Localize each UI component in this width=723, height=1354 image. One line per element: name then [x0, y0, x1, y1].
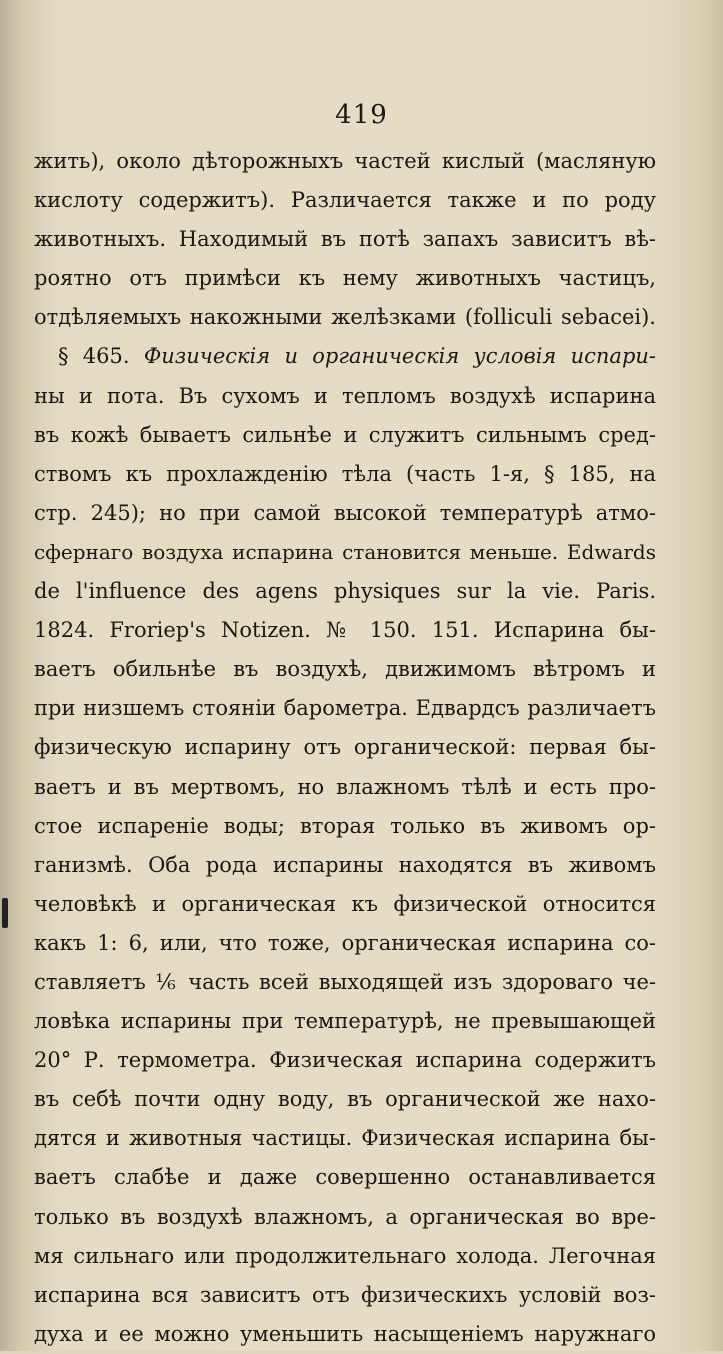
text-line: жить), около дѣторожныхъ частей кислый (масляную	[34, 149, 656, 173]
text-line: ствомъ къ прохлажденію тѣла (часть 1-я, § 185, на	[34, 461, 656, 486]
text-line: физическую испарину отъ органической: первая бы-	[34, 735, 656, 760]
text-line: отдѣляемыхъ накожными желѣзками (folliculi sebacei).	[34, 305, 656, 330]
text-line: только въ воздухѣ влажномъ, а органическая во вре-	[34, 1204, 656, 1229]
text-line: ны и пота. Въ сухомъ и тепломъ воздухѣ испарина	[34, 383, 656, 408]
text-line: ваетъ слабѣе и даже совершенно останавливается	[34, 1165, 656, 1190]
text-line: кислоту содержитъ). Различается также и по роду	[34, 188, 656, 213]
text-line: какъ 1: 6, или, что тоже, органическая испарина со-	[34, 930, 656, 955]
text-line: ганизмѣ. Оба рода испарины находятся въ живомъ	[34, 852, 656, 877]
margin-mark	[2, 898, 8, 928]
text-line: духа и ее можно уменьшить насыщеніемъ наружнаго	[34, 1321, 656, 1346]
text-line: человѣкѣ и органическая къ физической относится	[34, 891, 656, 916]
text-line: 1824. Froriep's Notizen. № 150. 151. Испарина бы-	[34, 618, 656, 643]
text-line: ваетъ и въ мертвомъ, но влажномъ тѣлѣ и есть про-	[34, 774, 656, 799]
page-number: 419	[335, 100, 388, 130]
text-line: ставляетъ ⅙ часть всей выходящей изъ здороваго че-	[34, 969, 656, 994]
text-line: ловѣка испарины при температурѣ, не превышающей	[34, 1009, 656, 1034]
text-line: при низшемъ стояніи барометра. Едвардсъ различаетъ	[34, 696, 656, 721]
text-line: въ себѣ почти одну воду, въ органической же нахо-	[34, 1087, 656, 1112]
text-line: 20° Р. термометра. Физическая испарина содержитъ	[34, 1048, 656, 1073]
text-line: роятно отъ примѣси къ нему животныхъ частицъ,	[34, 266, 656, 291]
text-line: стое испареніе воды; вторая только въ живомъ ор-	[34, 813, 656, 838]
body-text	[34, 142, 656, 1354]
section-title: Физическія и органическія условія испари-	[143, 344, 656, 369]
text-line: сфернаго воздуха испарина становится меньше. Edwards	[34, 539, 656, 564]
text-line: стр. 245); но при самой высокой температурѣ атмо-	[34, 500, 656, 525]
text-line: животныхъ. Находимый въ потѣ запахъ зависитъ вѣ-	[34, 227, 656, 252]
text-line: дятся и животныя частицы. Физическая испарина бы-	[34, 1126, 656, 1151]
section-heading-line	[34, 337, 656, 376]
text-line: испарина вся зависитъ отъ физическихъ условій воз-	[34, 1282, 656, 1307]
text-line: ваетъ обильнѣе въ воздухѣ, движимомъ вѣтромъ и	[34, 657, 656, 682]
text-line: мя сильнаго или продолжительнаго холода. Легочная	[34, 1243, 656, 1268]
text-line: въ кожѣ бываетъ сильнѣе и служитъ сильнымъ сред-	[34, 422, 656, 447]
text-line: de l'influence des agens physiques sur la vie. Paris.	[34, 579, 656, 604]
section-number: § 465.	[58, 344, 144, 369]
